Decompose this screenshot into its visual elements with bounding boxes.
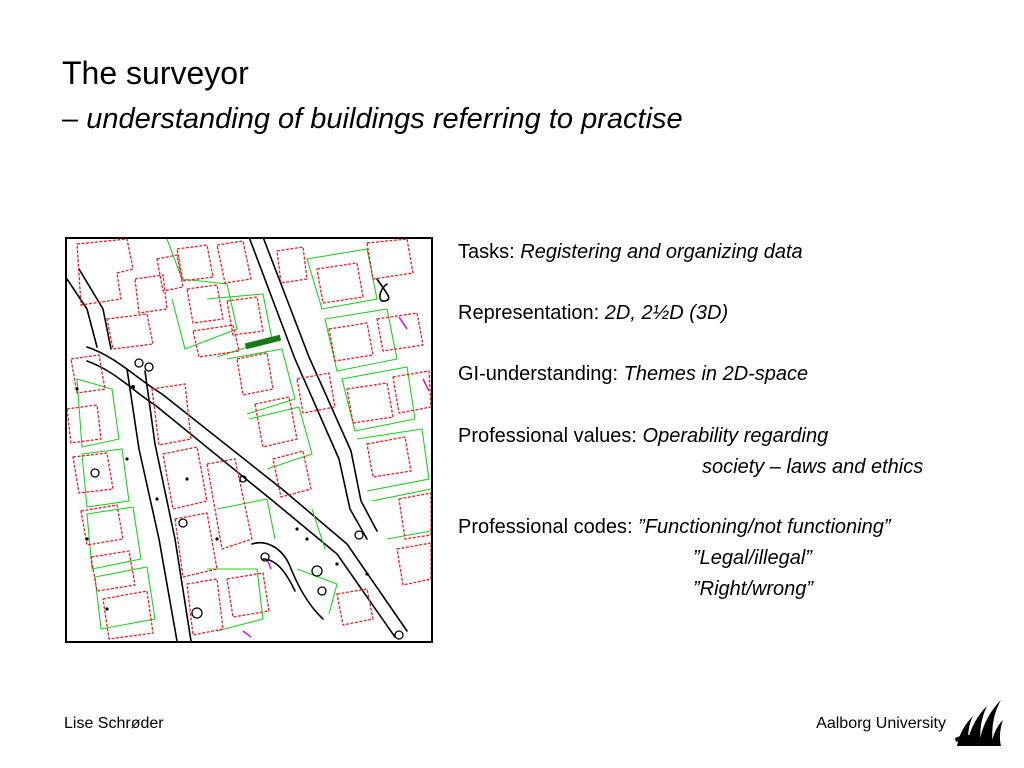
item-professional-values-value: Operability regarding — [642, 425, 829, 447]
item-gi-understanding-value: Themes in 2D-space — [623, 363, 809, 385]
aalborg-university-logo-icon — [953, 694, 1005, 748]
item-tasks-value: Registering and organizing data — [520, 241, 803, 263]
item-representation-value: 2D, 2½D (3D) — [604, 302, 729, 324]
item-gi-understanding — [458, 361, 808, 387]
item-representation — [458, 300, 728, 326]
item-professional-values — [458, 423, 828, 449]
footer-author: Lise Schrøder — [64, 715, 164, 732]
slide-subtitle — [62, 101, 683, 137]
item-tasks-label: Tasks: — [458, 241, 521, 263]
item-professional-codes-continuation-2: ”Right/wrong” — [693, 578, 814, 600]
item-professional-values-label: Professional values: — [458, 425, 643, 447]
item-professional-codes-continuation-1: ”Legal/illegal” — [693, 547, 812, 569]
subtitle-text: understanding of buildings referring to practise — [86, 103, 683, 135]
cadastral-map-drawing — [67, 239, 431, 641]
item-tasks — [458, 239, 803, 265]
item-gi-understanding-label: GI-understanding: — [458, 363, 624, 385]
footer-institution: Aalborg University — [816, 715, 946, 732]
subtitle-dash: – — [62, 103, 87, 135]
item-professional-codes — [458, 514, 890, 540]
item-professional-codes-label: Professional codes: — [458, 516, 639, 538]
slide-title: The surveyor — [62, 55, 249, 91]
item-representation-label: Representation: — [458, 302, 605, 324]
item-professional-codes-value: ”Functioning/not functioning” — [638, 516, 891, 538]
item-professional-values-continuation: society – laws and ethics — [702, 456, 924, 478]
cadastral-map-image — [65, 237, 433, 643]
